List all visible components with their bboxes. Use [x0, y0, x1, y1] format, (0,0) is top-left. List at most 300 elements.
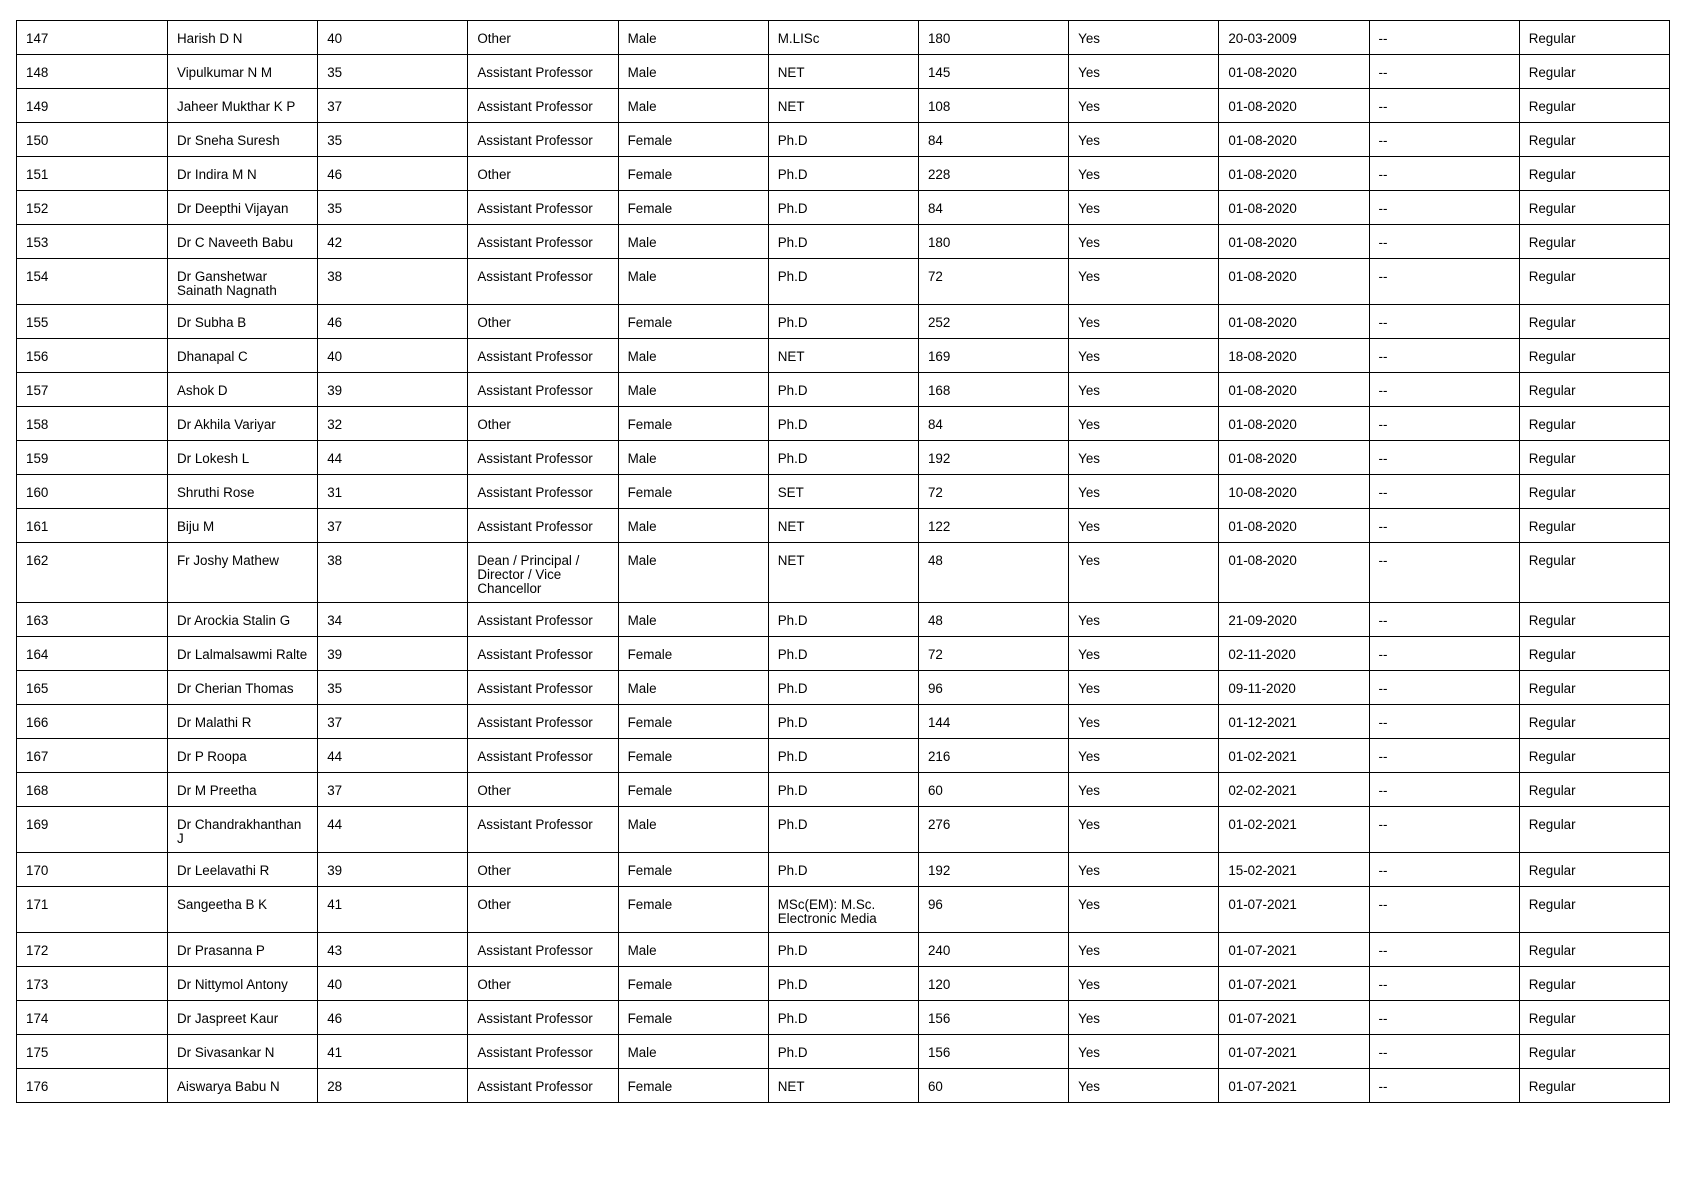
- serial-number-cell: 174: [17, 1001, 168, 1035]
- age-cell: 37: [318, 705, 468, 739]
- gender-cell: Female: [618, 157, 768, 191]
- gender-cell: Female: [618, 739, 768, 773]
- name-cell: Dr Lalmalsawmi Ralte: [168, 637, 318, 671]
- nature-of-appointment-cell: Regular: [1519, 705, 1669, 739]
- age-cell: 42: [318, 225, 468, 259]
- designation-cell: Assistant Professor: [468, 739, 618, 773]
- qualification-cell: Ph.D: [768, 407, 918, 441]
- table-row: [17, 967, 1670, 1001]
- gender-cell: Male: [618, 1035, 768, 1069]
- table-row: [17, 89, 1670, 123]
- qualification-cell: M.LISc: [768, 21, 918, 55]
- gender-cell: Female: [618, 773, 768, 807]
- joining-date-cell: 18-08-2020: [1219, 339, 1369, 373]
- table-row: [17, 441, 1670, 475]
- gender-cell: Female: [618, 305, 768, 339]
- nature-of-appointment-cell: Regular: [1519, 671, 1669, 705]
- serial-number-cell: 170: [17, 853, 168, 887]
- qualification-cell: Ph.D: [768, 603, 918, 637]
- experience-cell: 276: [918, 807, 1068, 853]
- name-cell: Dr C Naveeth Babu: [168, 225, 318, 259]
- leaving-date-cell: --: [1369, 543, 1519, 603]
- age-cell: 40: [318, 339, 468, 373]
- qualification-cell: NET: [768, 509, 918, 543]
- age-cell: 35: [318, 191, 468, 225]
- age-cell: 44: [318, 441, 468, 475]
- currently-working-cell: Yes: [1069, 407, 1219, 441]
- currently-working-cell: Yes: [1069, 305, 1219, 339]
- experience-cell: 120: [918, 967, 1068, 1001]
- gender-cell: Female: [618, 407, 768, 441]
- leaving-date-cell: --: [1369, 967, 1519, 1001]
- name-cell: Jaheer Mukthar K P: [168, 89, 318, 123]
- joining-date-cell: 01-08-2020: [1219, 543, 1369, 603]
- currently-working-cell: Yes: [1069, 853, 1219, 887]
- qualification-cell: NET: [768, 89, 918, 123]
- name-cell: Dr Nittymol Antony: [168, 967, 318, 1001]
- age-cell: 46: [318, 305, 468, 339]
- currently-working-cell: Yes: [1069, 603, 1219, 637]
- serial-number-cell: 162: [17, 543, 168, 603]
- age-cell: 37: [318, 773, 468, 807]
- table-row: [17, 157, 1670, 191]
- currently-working-cell: Yes: [1069, 671, 1219, 705]
- gender-cell: Male: [618, 807, 768, 853]
- name-cell: Harish D N: [168, 21, 318, 55]
- experience-cell: 156: [918, 1035, 1068, 1069]
- currently-working-cell: Yes: [1069, 887, 1219, 933]
- leaving-date-cell: --: [1369, 671, 1519, 705]
- designation-cell: Assistant Professor: [468, 259, 618, 305]
- experience-cell: 108: [918, 89, 1068, 123]
- experience-cell: 180: [918, 225, 1068, 259]
- table-row: [17, 339, 1670, 373]
- leaving-date-cell: --: [1369, 603, 1519, 637]
- experience-cell: 84: [918, 191, 1068, 225]
- table-row: [17, 637, 1670, 671]
- name-cell: Dr Subha B: [168, 305, 318, 339]
- qualification-cell: NET: [768, 55, 918, 89]
- designation-cell: Assistant Professor: [468, 373, 618, 407]
- designation-cell: Assistant Professor: [468, 1069, 618, 1103]
- currently-working-cell: Yes: [1069, 259, 1219, 305]
- designation-cell: Assistant Professor: [468, 89, 618, 123]
- leaving-date-cell: --: [1369, 739, 1519, 773]
- serial-number-cell: 153: [17, 225, 168, 259]
- gender-cell: Female: [618, 475, 768, 509]
- leaving-date-cell: --: [1369, 1001, 1519, 1035]
- leaving-date-cell: --: [1369, 1035, 1519, 1069]
- designation-cell: Other: [468, 157, 618, 191]
- age-cell: 35: [318, 671, 468, 705]
- table-body: [17, 21, 1670, 1103]
- table-row: [17, 853, 1670, 887]
- designation-cell: Assistant Professor: [468, 225, 618, 259]
- gender-cell: Male: [618, 21, 768, 55]
- age-cell: 41: [318, 887, 468, 933]
- designation-cell: Assistant Professor: [468, 55, 618, 89]
- gender-cell: Female: [618, 637, 768, 671]
- leaving-date-cell: --: [1369, 55, 1519, 89]
- joining-date-cell: 01-02-2021: [1219, 739, 1369, 773]
- name-cell: Biju M: [168, 509, 318, 543]
- nature-of-appointment-cell: Regular: [1519, 807, 1669, 853]
- gender-cell: Male: [618, 259, 768, 305]
- joining-date-cell: 01-08-2020: [1219, 259, 1369, 305]
- age-cell: 44: [318, 807, 468, 853]
- table-row: [17, 123, 1670, 157]
- table-row: [17, 807, 1670, 853]
- nature-of-appointment-cell: Regular: [1519, 259, 1669, 305]
- gender-cell: Male: [618, 543, 768, 603]
- serial-number-cell: 155: [17, 305, 168, 339]
- currently-working-cell: Yes: [1069, 191, 1219, 225]
- serial-number-cell: 156: [17, 339, 168, 373]
- qualification-cell: Ph.D: [768, 305, 918, 339]
- joining-date-cell: 01-08-2020: [1219, 225, 1369, 259]
- table-row: [17, 887, 1670, 933]
- name-cell: Dr Chandrakhanthan J: [168, 807, 318, 853]
- qualification-cell: Ph.D: [768, 123, 918, 157]
- joining-date-cell: 09-11-2020: [1219, 671, 1369, 705]
- experience-cell: 240: [918, 933, 1068, 967]
- name-cell: Dr Jaspreet Kaur: [168, 1001, 318, 1035]
- leaving-date-cell: --: [1369, 407, 1519, 441]
- joining-date-cell: 10-08-2020: [1219, 475, 1369, 509]
- nature-of-appointment-cell: Regular: [1519, 1035, 1669, 1069]
- nature-of-appointment-cell: Regular: [1519, 55, 1669, 89]
- table-row: [17, 1035, 1670, 1069]
- name-cell: Dr Malathi R: [168, 705, 318, 739]
- designation-cell: Assistant Professor: [468, 671, 618, 705]
- table-row: [17, 509, 1670, 543]
- currently-working-cell: Yes: [1069, 89, 1219, 123]
- joining-date-cell: 01-07-2021: [1219, 1001, 1369, 1035]
- table-row: [17, 671, 1670, 705]
- experience-cell: 192: [918, 441, 1068, 475]
- serial-number-cell: 158: [17, 407, 168, 441]
- nature-of-appointment-cell: Regular: [1519, 967, 1669, 1001]
- joining-date-cell: 01-08-2020: [1219, 157, 1369, 191]
- name-cell: Dr Sneha Suresh: [168, 123, 318, 157]
- nature-of-appointment-cell: Regular: [1519, 603, 1669, 637]
- joining-date-cell: 02-02-2021: [1219, 773, 1369, 807]
- serial-number-cell: 152: [17, 191, 168, 225]
- nature-of-appointment-cell: Regular: [1519, 407, 1669, 441]
- experience-cell: 72: [918, 637, 1068, 671]
- experience-cell: 48: [918, 543, 1068, 603]
- currently-working-cell: Yes: [1069, 441, 1219, 475]
- designation-cell: Assistant Professor: [468, 441, 618, 475]
- joining-date-cell: 01-08-2020: [1219, 191, 1369, 225]
- serial-number-cell: 168: [17, 773, 168, 807]
- name-cell: Dr Sivasankar N: [168, 1035, 318, 1069]
- designation-cell: Assistant Professor: [468, 123, 618, 157]
- qualification-cell: Ph.D: [768, 191, 918, 225]
- currently-working-cell: Yes: [1069, 509, 1219, 543]
- currently-working-cell: Yes: [1069, 123, 1219, 157]
- qualification-cell: Ph.D: [768, 807, 918, 853]
- gender-cell: Male: [618, 933, 768, 967]
- nature-of-appointment-cell: Regular: [1519, 933, 1669, 967]
- table-row: [17, 773, 1670, 807]
- name-cell: Dr Ganshetwar Sainath Nagnath: [168, 259, 318, 305]
- age-cell: 39: [318, 373, 468, 407]
- serial-number-cell: 172: [17, 933, 168, 967]
- joining-date-cell: 01-08-2020: [1219, 373, 1369, 407]
- name-cell: Aiswarya Babu N: [168, 1069, 318, 1103]
- gender-cell: Female: [618, 191, 768, 225]
- table-row: [17, 373, 1670, 407]
- age-cell: 38: [318, 259, 468, 305]
- nature-of-appointment-cell: Regular: [1519, 637, 1669, 671]
- joining-date-cell: 01-07-2021: [1219, 933, 1369, 967]
- qualification-cell: Ph.D: [768, 933, 918, 967]
- leaving-date-cell: --: [1369, 509, 1519, 543]
- joining-date-cell: 01-08-2020: [1219, 55, 1369, 89]
- qualification-cell: NET: [768, 1069, 918, 1103]
- joining-date-cell: 01-07-2021: [1219, 1069, 1369, 1103]
- currently-working-cell: Yes: [1069, 773, 1219, 807]
- joining-date-cell: 01-08-2020: [1219, 441, 1369, 475]
- leaving-date-cell: --: [1369, 305, 1519, 339]
- currently-working-cell: Yes: [1069, 967, 1219, 1001]
- serial-number-cell: 148: [17, 55, 168, 89]
- nature-of-appointment-cell: Regular: [1519, 475, 1669, 509]
- serial-number-cell: 147: [17, 21, 168, 55]
- designation-cell: Assistant Professor: [468, 475, 618, 509]
- leaving-date-cell: --: [1369, 225, 1519, 259]
- nature-of-appointment-cell: Regular: [1519, 509, 1669, 543]
- joining-date-cell: 01-07-2021: [1219, 887, 1369, 933]
- nature-of-appointment-cell: Regular: [1519, 773, 1669, 807]
- qualification-cell: SET: [768, 475, 918, 509]
- joining-date-cell: 01-07-2021: [1219, 967, 1369, 1001]
- age-cell: 43: [318, 933, 468, 967]
- table-row: [17, 475, 1670, 509]
- table-row: [17, 407, 1670, 441]
- qualification-cell: Ph.D: [768, 637, 918, 671]
- serial-number-cell: 171: [17, 887, 168, 933]
- age-cell: 37: [318, 509, 468, 543]
- name-cell: Dr Cherian Thomas: [168, 671, 318, 705]
- experience-cell: 84: [918, 123, 1068, 157]
- joining-date-cell: 01-08-2020: [1219, 305, 1369, 339]
- gender-cell: Female: [618, 705, 768, 739]
- leaving-date-cell: --: [1369, 89, 1519, 123]
- age-cell: 31: [318, 475, 468, 509]
- experience-cell: 192: [918, 853, 1068, 887]
- table-row: [17, 1069, 1670, 1103]
- gender-cell: Female: [618, 967, 768, 1001]
- joining-date-cell: 15-02-2021: [1219, 853, 1369, 887]
- joining-date-cell: 01-02-2021: [1219, 807, 1369, 853]
- name-cell: Dr Akhila Variyar: [168, 407, 318, 441]
- name-cell: Dr Lokesh L: [168, 441, 318, 475]
- gender-cell: Male: [618, 373, 768, 407]
- nature-of-appointment-cell: Regular: [1519, 1001, 1669, 1035]
- leaving-date-cell: --: [1369, 637, 1519, 671]
- designation-cell: Dean / Principal / Director / Vice Chancellor: [468, 543, 618, 603]
- table-row: [17, 1001, 1670, 1035]
- leaving-date-cell: --: [1369, 475, 1519, 509]
- age-cell: 39: [318, 853, 468, 887]
- table-row: [17, 55, 1670, 89]
- serial-number-cell: 160: [17, 475, 168, 509]
- name-cell: Dr M Preetha: [168, 773, 318, 807]
- experience-cell: 60: [918, 773, 1068, 807]
- nature-of-appointment-cell: Regular: [1519, 543, 1669, 603]
- leaving-date-cell: --: [1369, 373, 1519, 407]
- leaving-date-cell: --: [1369, 259, 1519, 305]
- gender-cell: Male: [618, 55, 768, 89]
- designation-cell: Assistant Professor: [468, 807, 618, 853]
- designation-cell: Other: [468, 773, 618, 807]
- serial-number-cell: 164: [17, 637, 168, 671]
- leaving-date-cell: --: [1369, 887, 1519, 933]
- name-cell: Dr Leelavathi R: [168, 853, 318, 887]
- gender-cell: Male: [618, 339, 768, 373]
- leaving-date-cell: --: [1369, 21, 1519, 55]
- joining-date-cell: 01-08-2020: [1219, 89, 1369, 123]
- gender-cell: Male: [618, 441, 768, 475]
- currently-working-cell: Yes: [1069, 55, 1219, 89]
- gender-cell: Male: [618, 603, 768, 637]
- designation-cell: Other: [468, 305, 618, 339]
- leaving-date-cell: --: [1369, 705, 1519, 739]
- designation-cell: Assistant Professor: [468, 509, 618, 543]
- name-cell: Dr Arockia Stalin G: [168, 603, 318, 637]
- gender-cell: Female: [618, 853, 768, 887]
- experience-cell: 228: [918, 157, 1068, 191]
- nature-of-appointment-cell: Regular: [1519, 887, 1669, 933]
- nature-of-appointment-cell: Regular: [1519, 853, 1669, 887]
- designation-cell: Assistant Professor: [468, 705, 618, 739]
- table-row: [17, 191, 1670, 225]
- designation-cell: Other: [468, 21, 618, 55]
- experience-cell: 169: [918, 339, 1068, 373]
- designation-cell: Other: [468, 887, 618, 933]
- table-row: [17, 739, 1670, 773]
- qualification-cell: MSc(EM): M.Sc. Electronic Media: [768, 887, 918, 933]
- joining-date-cell: 01-08-2020: [1219, 123, 1369, 157]
- qualification-cell: Ph.D: [768, 1035, 918, 1069]
- age-cell: 41: [318, 1035, 468, 1069]
- age-cell: 38: [318, 543, 468, 603]
- qualification-cell: Ph.D: [768, 441, 918, 475]
- gender-cell: Male: [618, 509, 768, 543]
- currently-working-cell: Yes: [1069, 1035, 1219, 1069]
- nature-of-appointment-cell: Regular: [1519, 157, 1669, 191]
- nature-of-appointment-cell: Regular: [1519, 89, 1669, 123]
- experience-cell: 72: [918, 259, 1068, 305]
- table-row: [17, 21, 1670, 55]
- nature-of-appointment-cell: Regular: [1519, 1069, 1669, 1103]
- currently-working-cell: Yes: [1069, 225, 1219, 259]
- qualification-cell: Ph.D: [768, 259, 918, 305]
- name-cell: Dr Prasanna P: [168, 933, 318, 967]
- joining-date-cell: 01-12-2021: [1219, 705, 1369, 739]
- leaving-date-cell: --: [1369, 773, 1519, 807]
- name-cell: Dr Indira M N: [168, 157, 318, 191]
- serial-number-cell: 176: [17, 1069, 168, 1103]
- serial-number-cell: 150: [17, 123, 168, 157]
- designation-cell: Other: [468, 407, 618, 441]
- leaving-date-cell: --: [1369, 1069, 1519, 1103]
- serial-number-cell: 165: [17, 671, 168, 705]
- experience-cell: 145: [918, 55, 1068, 89]
- experience-cell: 252: [918, 305, 1068, 339]
- leaving-date-cell: --: [1369, 157, 1519, 191]
- name-cell: Dr P Roopa: [168, 739, 318, 773]
- age-cell: 37: [318, 89, 468, 123]
- nature-of-appointment-cell: Regular: [1519, 21, 1669, 55]
- name-cell: Dhanapal C: [168, 339, 318, 373]
- qualification-cell: Ph.D: [768, 373, 918, 407]
- faculty-table: [16, 20, 1670, 1103]
- experience-cell: 144: [918, 705, 1068, 739]
- table-row: [17, 933, 1670, 967]
- nature-of-appointment-cell: Regular: [1519, 739, 1669, 773]
- currently-working-cell: Yes: [1069, 637, 1219, 671]
- nature-of-appointment-cell: Regular: [1519, 305, 1669, 339]
- name-cell: Dr Deepthi Vijayan: [168, 191, 318, 225]
- gender-cell: Female: [618, 123, 768, 157]
- qualification-cell: Ph.D: [768, 739, 918, 773]
- currently-working-cell: Yes: [1069, 543, 1219, 603]
- table-row: [17, 705, 1670, 739]
- serial-number-cell: 159: [17, 441, 168, 475]
- nature-of-appointment-cell: Regular: [1519, 191, 1669, 225]
- experience-cell: 96: [918, 887, 1068, 933]
- joining-date-cell: 01-08-2020: [1219, 509, 1369, 543]
- gender-cell: Female: [618, 887, 768, 933]
- joining-date-cell: 01-07-2021: [1219, 1035, 1369, 1069]
- qualification-cell: NET: [768, 339, 918, 373]
- table-row: [17, 305, 1670, 339]
- leaving-date-cell: --: [1369, 807, 1519, 853]
- serial-number-cell: 149: [17, 89, 168, 123]
- name-cell: Shruthi Rose: [168, 475, 318, 509]
- gender-cell: Male: [618, 89, 768, 123]
- qualification-cell: Ph.D: [768, 671, 918, 705]
- qualification-cell: Ph.D: [768, 967, 918, 1001]
- currently-working-cell: Yes: [1069, 475, 1219, 509]
- experience-cell: 48: [918, 603, 1068, 637]
- serial-number-cell: 167: [17, 739, 168, 773]
- currently-working-cell: Yes: [1069, 21, 1219, 55]
- designation-cell: Assistant Professor: [468, 1001, 618, 1035]
- gender-cell: Male: [618, 225, 768, 259]
- table-row: [17, 543, 1670, 603]
- joining-date-cell: 20-03-2009: [1219, 21, 1369, 55]
- age-cell: 44: [318, 739, 468, 773]
- table-row: [17, 259, 1670, 305]
- serial-number-cell: 166: [17, 705, 168, 739]
- joining-date-cell: 01-08-2020: [1219, 407, 1369, 441]
- leaving-date-cell: --: [1369, 933, 1519, 967]
- age-cell: 35: [318, 55, 468, 89]
- name-cell: Ashok D: [168, 373, 318, 407]
- qualification-cell: Ph.D: [768, 853, 918, 887]
- designation-cell: Assistant Professor: [468, 933, 618, 967]
- gender-cell: Male: [618, 671, 768, 705]
- serial-number-cell: 161: [17, 509, 168, 543]
- designation-cell: Assistant Professor: [468, 1035, 618, 1069]
- gender-cell: Female: [618, 1069, 768, 1103]
- experience-cell: 60: [918, 1069, 1068, 1103]
- designation-cell: Assistant Professor: [468, 191, 618, 225]
